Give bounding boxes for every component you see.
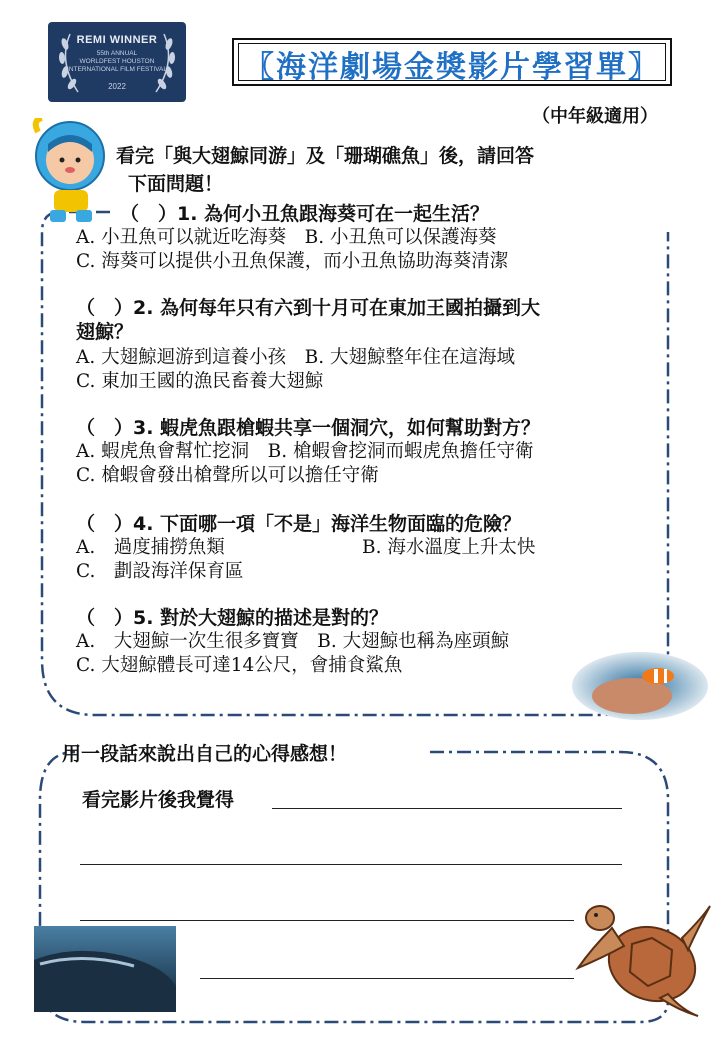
question-3-option-ab: A. 蝦虎魚會幫忙挖洞 B. 槍蝦會挖洞而蝦虎魚擔任守衛 (76, 441, 534, 462)
question-1: （ ）1. 為何小丑魚跟海葵可在一起生活？ (120, 203, 490, 225)
question-1-option-ab: A. 小丑魚可以就近吃海葵 B. 小丑魚可以保護海葵 (76, 227, 497, 248)
question-3-option-c: C. 槍蝦會發出槍聲所以可以擔任守衛 (76, 465, 379, 486)
answer-line-4[interactable] (200, 978, 574, 979)
reflection-prompt: 看完影片後我覺得 (82, 789, 235, 811)
question-4-option-b: B. 海水溫度上升太快 (362, 537, 536, 558)
clownfish-anemone-photo (570, 650, 710, 722)
question-3: （ ）3. 蝦虎魚跟槍蝦共享一個洞穴，如何幫助對方？ (76, 417, 541, 439)
answer-line-2[interactable] (80, 864, 622, 865)
question-5-option-ab: A. 大翅鯨一次生很多寶寶 B. 大翅鯨也稱為座頭鯨 (76, 631, 510, 652)
intro-line-1: 看完「與大翅鯨同游」及「珊瑚礁魚」後，請回答 (116, 145, 535, 167)
sea-turtle-illustration (572, 898, 712, 1022)
answer-line-1[interactable] (272, 808, 622, 809)
question-2: （ ）2. 為何每年只有六到十月可在東加王國拍攝到大 (76, 297, 541, 319)
question-2-option-c: C. 東加王國的漁民畜養大翅鯨 (76, 371, 324, 392)
question-2-option-ab: A. 大翅鯨迴游到這養小孩 B. 大翅鯨整年住在這海域 (76, 347, 515, 368)
question-1-option-c: C. 海葵可以提供小丑魚保護，而小丑魚協助海葵清潔 (76, 251, 509, 272)
question-5-option-c: C. 大翅鯨體長可達14公尺，會捕食鯊魚 (76, 655, 403, 676)
question-4: （ ）4. 下面哪一項「不是」海洋生物面臨的危險？ (76, 513, 522, 535)
question-5: （ ）5. 對於大翅鯨的描述是對的？ (76, 607, 389, 629)
answer-line-3[interactable] (80, 920, 574, 921)
badge-festival: 55th ANNUAL WORLDFEST HOUSTON INTERNATIONAL FILM FESTIVAL (67, 50, 167, 73)
grade-note: （中年級適用） (532, 106, 658, 127)
humpback-whale-photo (34, 926, 176, 1012)
worksheet-title: 〖海洋劇場金獎影片學習單〗 (244, 50, 660, 85)
reflection-heading: 用一段話來說出自己的心得感想！ (62, 743, 348, 765)
diver-child-illustration (32, 118, 112, 226)
question-4-option-c: C. 劃設海洋保育區 (76, 561, 244, 582)
badge-year: 2022 (108, 82, 126, 91)
question-4-option-a: A. 過度捕撈魚類 (76, 537, 225, 558)
question-2-continued: 翅鯨？ (76, 321, 134, 343)
intro-line-2: 下面問題！ (128, 173, 224, 195)
badge-title: REMI WINNER (76, 34, 158, 46)
